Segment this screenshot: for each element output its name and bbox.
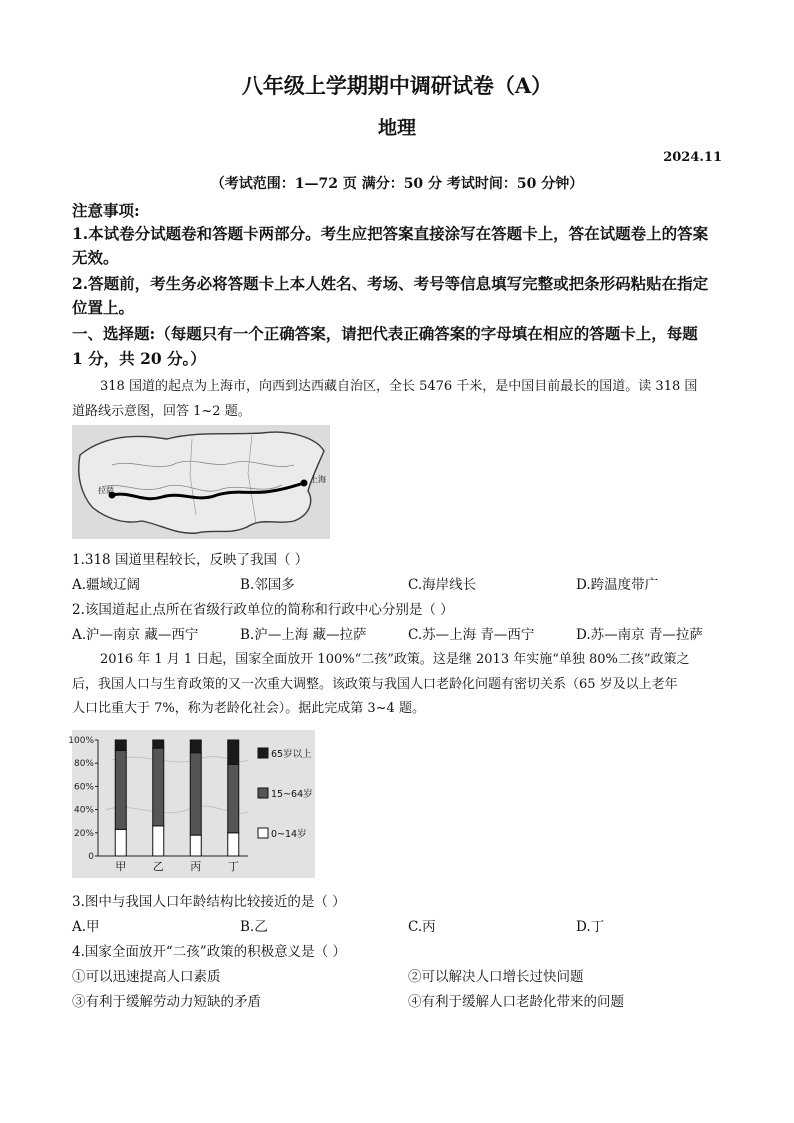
route-318-map xyxy=(72,425,330,539)
section-heading-line-2: 1 分，共 20 分。） xyxy=(72,349,206,368)
bar-segment xyxy=(228,833,239,856)
legend-label: 15~64岁 xyxy=(271,789,313,800)
question-4-option-1: ①可以迅速提高人口素质 xyxy=(72,969,221,985)
question-4-option-3: ③有利于缓解劳动力短缺的矛盾 xyxy=(72,994,261,1010)
question-2-option-d: D.苏—南京 青—拉萨 xyxy=(576,627,703,643)
x-category-label: 丁 xyxy=(227,860,239,873)
question-3-option-d: D.丁 xyxy=(576,919,605,935)
question-2-stem: 2.该国道起止点所在省级行政单位的简称和行政中心分别是（ ） xyxy=(72,602,454,618)
bar-segment xyxy=(115,740,126,750)
passage-1-line-2: 道路线示意图，回答 1~2 题。 xyxy=(72,404,251,419)
notice-item-1-line-1: 1.本试卷分试题卷和答题卡两部分。考生应把答案直接涂写在答题卡上，答在试题卷上的答案 xyxy=(72,224,709,243)
x-category-label: 丙 xyxy=(190,860,202,873)
question-1-option-b: B.邻国多 xyxy=(240,577,295,593)
exam-title: 八年级上学期期中调研试卷（A） xyxy=(241,73,553,98)
question-1-option-a: A.疆域辽阔 xyxy=(72,577,141,593)
map-label-lhasa: 拉萨 xyxy=(98,486,114,495)
bar-segment xyxy=(153,826,164,856)
bar-segment xyxy=(115,829,126,856)
passage-2-line-2: 后，我国人口与生育政策的又一次重大调整。该政策与我国人口老龄化问题有密切关系（65 岁及以上老年 xyxy=(72,677,678,692)
notice-heading: 注意事项: xyxy=(72,201,140,220)
passage-2-line-3: 人口比重大于 7%，称为老龄化社会）。据此完成第 3~4 题。 xyxy=(72,701,425,716)
question-1-stem: 1.318 国道里程较长，反映了我国（ ） xyxy=(72,552,309,568)
subject-title: 地理 xyxy=(377,117,416,139)
question-3-option-a: A.甲 xyxy=(72,919,100,935)
question-1-option-d: D.跨温度带广 xyxy=(576,577,659,593)
chart-background-line xyxy=(106,806,248,813)
map-label-shanghai: 上海 xyxy=(310,475,326,484)
question-3-option-c: C.丙 xyxy=(408,919,436,935)
question-2-option-c: C.苏—上海 青—西宁 xyxy=(408,627,535,643)
exam-info: （考试范围：1—72 页 满分：50 分 考试时间：50 分钟） xyxy=(210,176,584,192)
question-4-stem: 4.国家全面放开“二孩”政策的积极意义是（ ） xyxy=(72,944,346,960)
bar-segment xyxy=(190,835,201,856)
legend-label: 65岁以上 xyxy=(271,749,312,760)
passage-1-line-1: 318 国道的起点为上海市，向西到达西藏自治区，全长 5476 千米，是中国目前最长的国道。读 318 国 xyxy=(100,379,698,394)
notice-item-1-line-2: 无效。 xyxy=(72,248,119,267)
legend-label: 0~14岁 xyxy=(271,829,307,840)
y-tick-label: 0 xyxy=(88,852,94,862)
bar-segment xyxy=(153,740,164,748)
question-4-option-4: ④有利于缓解人口老龄化带来的问题 xyxy=(408,994,624,1010)
y-tick-label: 100% xyxy=(68,736,94,746)
notice-item-2-line-2: 位置上。 xyxy=(72,298,135,317)
passage-2-line-1: 2016 年 1 月 1 日起，国家全面放开 100%“二孩”政策。这是继 2013 年实施“单独 80%二孩”政策之 xyxy=(100,652,690,667)
bar-segment xyxy=(115,750,126,829)
section-heading-line-1: 一、选择题:（每题只有一个正确答案，请把代表正确答案的字母填在相应的答题卡上，每题 xyxy=(72,324,698,343)
bar-segment xyxy=(190,753,201,835)
notice-item-2-line-1: 2.答题前，考生务必将答题卡上本人姓名、考场、考号等信息填写完整或把条形码粘贴在指定 xyxy=(72,274,709,293)
bar-segment xyxy=(153,748,164,826)
y-tick-label: 20% xyxy=(73,828,94,839)
question-2-option-a: A.沪—南京 藏—西宁 xyxy=(72,627,199,643)
bar-segment xyxy=(228,740,239,764)
question-3-stem: 3.图中与我国人口年龄结构比较接近的是（ ） xyxy=(72,894,346,910)
y-tick-label: 80% xyxy=(73,759,94,770)
bar-segment xyxy=(228,764,239,832)
china-outline-map xyxy=(72,425,330,539)
question-2-option-b: B.沪—上海 藏—拉萨 xyxy=(240,627,367,643)
question-4-option-2: ②可以解决人口增长过快问题 xyxy=(408,969,584,985)
legend-swatch xyxy=(258,828,268,838)
exam-date: 2024.11 xyxy=(663,150,722,165)
y-tick-label: 60% xyxy=(73,782,94,793)
age-structure-chart-svg xyxy=(68,730,315,878)
legend-swatch xyxy=(258,748,268,758)
bar-segment xyxy=(190,740,201,753)
x-category-label: 乙 xyxy=(152,860,164,873)
question-3-option-b: B.乙 xyxy=(240,919,268,935)
question-1-option-c: C.海岸线长 xyxy=(408,577,477,593)
x-category-label: 甲 xyxy=(115,860,127,873)
population-age-chart xyxy=(68,730,315,878)
legend-swatch xyxy=(258,788,268,798)
y-tick-label: 40% xyxy=(73,805,94,816)
